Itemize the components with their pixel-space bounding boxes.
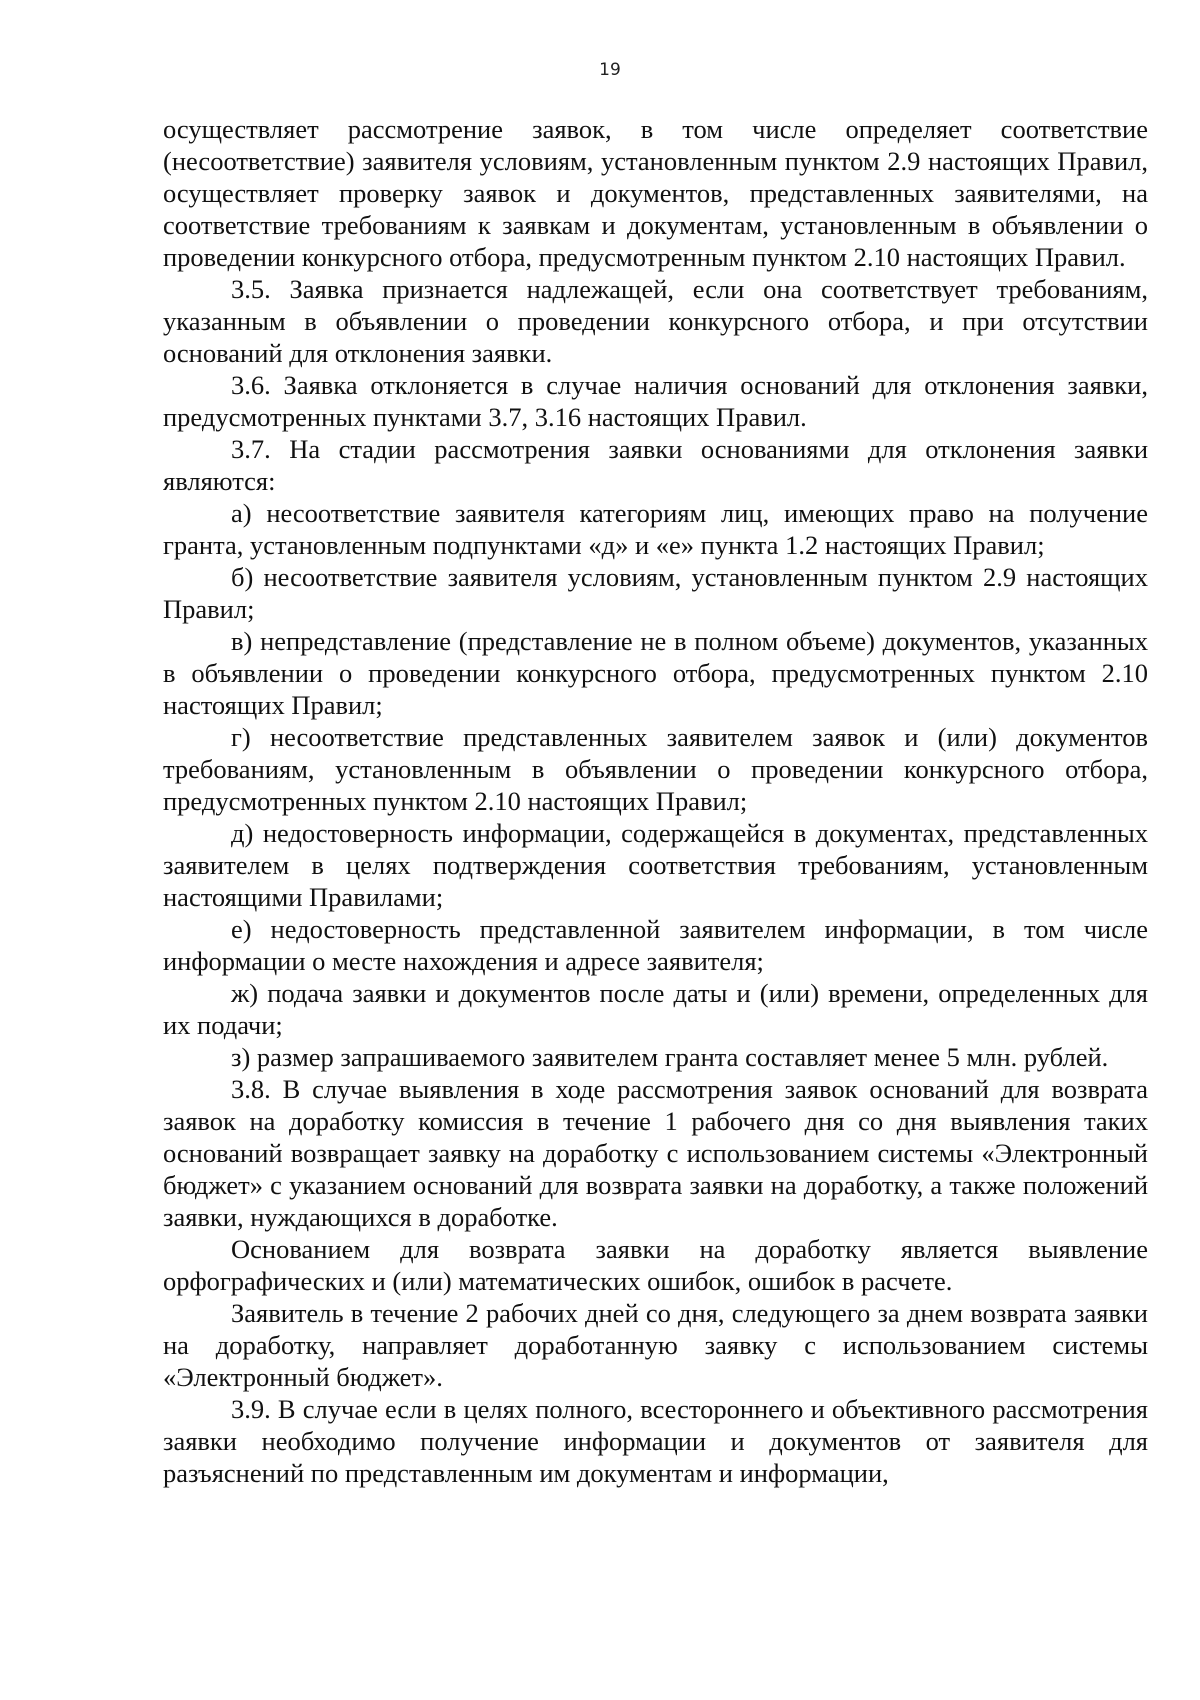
paragraph-3-8-applicant: Заявитель в течение 2 рабочих дней со дня, следующего за днем возврата заявки на доработку, направляет доработанную заявку с использованием системы «Электронный бюджет». [163, 1298, 1148, 1392]
document-body [163, 113, 1148, 1489]
paragraph-continuation: осуществляет рассмотрение заявок, в том числе определяет соответствие (несоответствие) заявителя условиям, установленным пунктом 2.9 настоящих Правил, осуществляет проверку заявок и документов, представленных заявителями, на соответствие требованиям к заявкам и документам, установленным в объявлении о проведении конкурсного отбора, предусмотренным пунктом 2.10 настоящих Правил. [163, 114, 1148, 272]
list-item-3-7-e: е) недостоверность представленной заявителем информации, в том числе информации о месте нахождения и адресе заявителя; [163, 914, 1148, 976]
paragraph-3-8-basis: Основанием для возврата заявки на доработку является выявление орфографических и (или) математических ошибок, ошибок в расчете. [163, 1234, 1148, 1296]
paragraph-3-5: 3.5. Заявка признается надлежащей, если она соответствует требованиям, указанным в объявлении о проведении конкурсного отбора, и при отсутствии оснований для отклонения заявки. [163, 274, 1148, 368]
list-item-3-7-g: г) несоответствие представленных заявителем заявок и (или) документов требованиям, установленным в объявлении о проведении конкурсного отбора, предусмотренных пунктом 2.10 настоящих Правил; [163, 722, 1148, 816]
list-item-3-7-d: д) недостоверность информации, содержащейся в документах, представленных заявителем в целях подтверждения соответствия требованиям, установленным настоящими Правилами; [163, 818, 1148, 912]
list-item-3-7-v: в) непредставление (представление не в полном объеме) документов, указанных в объявлении о проведении конкурсного отбора, предусмотренных пунктом 2.10 настоящих Правил; [163, 626, 1148, 720]
list-item-3-7-a: а) несоответствие заявителя категориям лиц, имеющих право на получение гранта, установленным подпунктами «д» и «е» пункта 1.2 настоящих Правил; [163, 498, 1148, 560]
list-item-3-7-b: б) несоответствие заявителя условиям, установленным пунктом 2.9 настоящих Правил; [163, 562, 1148, 624]
list-item-3-7-zh: ж) подача заявки и документов после даты и (или) времени, определенных для их подачи; [163, 978, 1148, 1040]
page-number: 19 [599, 60, 621, 80]
paragraph-3-9: 3.9. В случае если в целях полного, всестороннего и объективного рассмотрения заявки необходимо получение информации и документов от заявителя для разъяснений по представленным им документам и информации, [163, 1394, 1148, 1488]
paragraph-3-6: 3.6. Заявка отклоняется в случае наличия оснований для отклонения заявки, предусмотренных пунктами 3.7, 3.16 настоящих Правил. [163, 370, 1148, 432]
paragraph-3-8: 3.8. В случае выявления в ходе рассмотрения заявок оснований для возврата заявок на доработку комиссия в течение 1 рабочего дня со дня выявления таких оснований возвращает заявку на доработку с использованием системы «Электронный бюджет» с указанием оснований для возврата заявки на доработку, а также положений заявки, нуждающихся в доработке. [163, 1074, 1148, 1232]
paragraph-3-7: 3.7. На стадии рассмотрения заявки основаниями для отклонения заявки являются: [163, 434, 1148, 496]
list-item-3-7-z: з) размер запрашиваемого заявителем гранта составляет менее 5 млн. рублей. [231, 1042, 1109, 1072]
